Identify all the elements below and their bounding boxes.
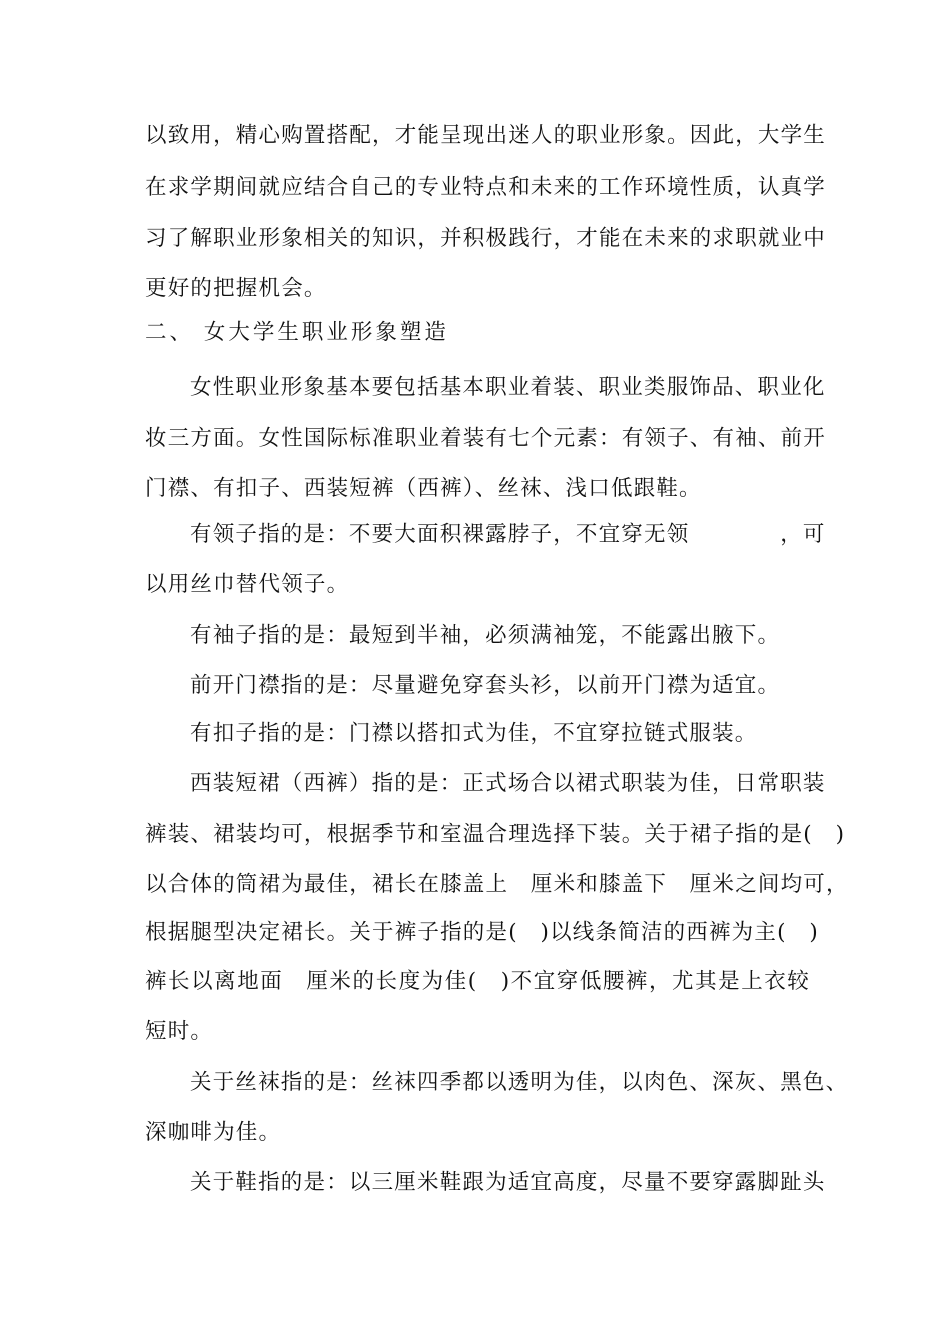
paragraph-line: 关于丝袜指的是：丝袜四季都以透明为佳，以肉色、深灰、黑色、	[190, 1070, 849, 1095]
paragraph-line: 有扣子指的是：门襟以搭扣式为佳，不宜穿拉链式服装。	[190, 721, 758, 746]
paragraph-line: 以合体的筒裙为最佳，裙长在膝盖上 厘米和膝盖下 厘米之间均可，	[145, 872, 849, 897]
paragraph-line: 妆三方面。女性国际标准职业着装有七个元素：有领子、有袖、前开	[145, 426, 827, 451]
section-heading: 二、 女大学生职业形象塑造	[145, 320, 449, 345]
paragraph-line: 在求学期间就应结合自己的专业特点和未来的工作环境性质，认真学	[145, 175, 827, 200]
paragraph-line: 有袖子指的是：最短到半袖，必须满袖笼，不能露出腋下。	[190, 623, 781, 648]
paragraph-line: 裤装、裙装均可，根据季节和室温合理选择下装。关于裙子指的是( )	[145, 822, 846, 847]
paragraph-line: 有领子指的是：不要大面积裸露脖子，不宜穿无领 ，可	[190, 522, 826, 547]
paragraph-line: 根据腿型决定裙长。关于裤子指的是( )以线条简洁的西裤为主( )	[145, 920, 819, 945]
paragraph-line: 关于鞋指的是：以三厘米鞋跟为适宜高度，尽量不要穿露脚趾头	[190, 1170, 826, 1195]
paragraph-line: 门襟、有扣子、西装短裤（西裤）、丝袜、浅口低跟鞋。	[145, 476, 702, 501]
paragraph-line: 以用丝巾替代领子。	[145, 572, 350, 597]
paragraph-line: 西装短裙（西裤）指的是：正式场合以裙式职装为佳，日常职装	[190, 771, 826, 796]
paragraph-line: 前开门襟指的是：尽量避免穿套头衫，以前开门襟为适宜。	[190, 673, 781, 698]
paragraph-line: 短时。	[145, 1019, 214, 1044]
paragraph-line: 更好的把握机会。	[145, 276, 327, 301]
paragraph-line: 习了解职业形象相关的知识，并积极践行，才能在未来的求职就业中	[145, 226, 827, 251]
paragraph-line: 以致用，精心购置搭配，才能呈现出迷人的职业形象。因此，大学生	[145, 123, 827, 148]
paragraph-line: 深咖啡为佳。	[145, 1120, 282, 1145]
paragraph-line: 裤长以离地面 厘米的长度为佳( )不宜穿低腰裤，尤其是上衣较	[145, 969, 810, 994]
paragraph-line: 女性职业形象基本要包括基本职业着装、职业类服饰品、职业化	[190, 375, 826, 400]
